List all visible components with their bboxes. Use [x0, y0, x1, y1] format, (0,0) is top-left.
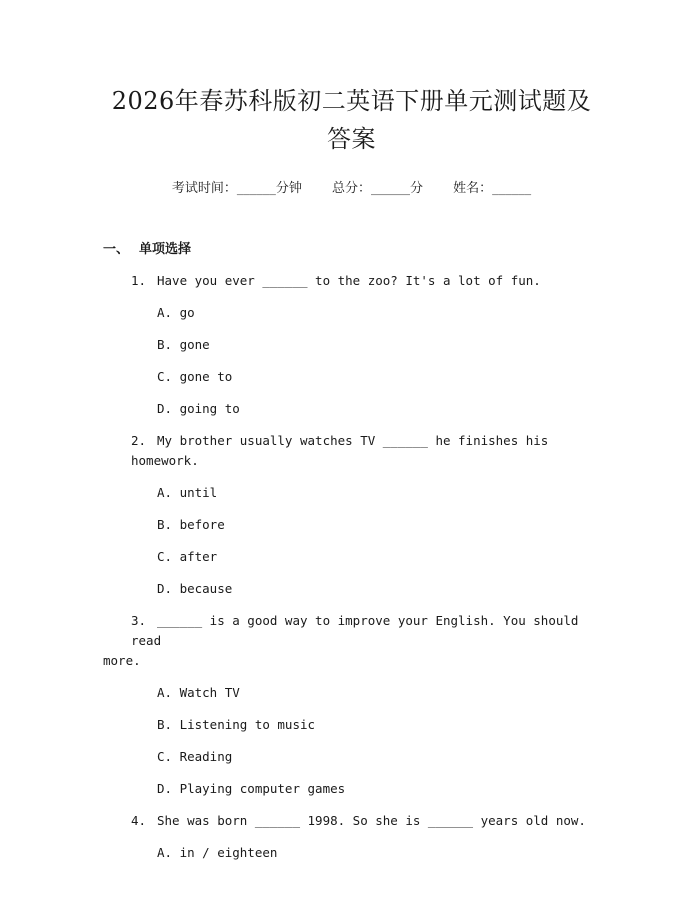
option-3a: A. Watch TV — [157, 685, 240, 700]
question-text-line-2: more. — [103, 653, 141, 668]
option-1b: B. gone — [157, 337, 210, 352]
title-line-2: 答案 — [327, 125, 376, 153]
option-2d: D. because — [157, 581, 233, 596]
option-3c: C. Reading — [157, 749, 233, 764]
option-1d: D. going to — [157, 401, 240, 416]
title-line-1: 2026年春苏科版初二英语下册单元测试题及 — [111, 87, 592, 115]
section-title: 单项选择 — [139, 242, 192, 257]
document-title — [103, 0, 600, 158]
option-2b: B. before — [157, 517, 225, 532]
option-4a: A. in / eighteen — [157, 845, 278, 860]
exam-meta — [103, 180, 600, 198]
question-text: Have you ever ______ to the zoo? It's a lot of fun. — [157, 273, 541, 288]
question-number: 4. — [131, 813, 147, 828]
section-number: 一、 — [103, 242, 130, 257]
question-3 — [103, 611, 600, 671]
exam-time: 考试时间：______分钟 — [171, 181, 302, 196]
option-2a: A. until — [157, 485, 218, 500]
question-2 — [103, 431, 600, 471]
option-1c: C. gone to — [157, 369, 233, 384]
option-3d: D. Playing computer games — [157, 781, 346, 796]
question-text-line-1: ______ is a good way to improve your English. You should read — [131, 613, 579, 648]
question-4 — [103, 811, 600, 831]
question-number: 3. — [131, 613, 147, 628]
question-text: She was born ______ 1998. So she is ______ years old now. — [157, 813, 586, 828]
question-text: My brother usually watches TV ______ he finishes his homework. — [131, 433, 549, 468]
option-3b: B. Listening to music — [157, 717, 316, 732]
question-number: 1. — [131, 273, 147, 288]
option-2c: C. after — [157, 549, 218, 564]
question-1 — [103, 271, 600, 291]
student-name: 姓名：______ — [453, 181, 532, 196]
option-1a: A. go — [157, 305, 195, 320]
question-number: 2. — [131, 433, 147, 448]
section-heading — [103, 241, 600, 259]
total-score: 总分：______分 — [331, 181, 423, 196]
